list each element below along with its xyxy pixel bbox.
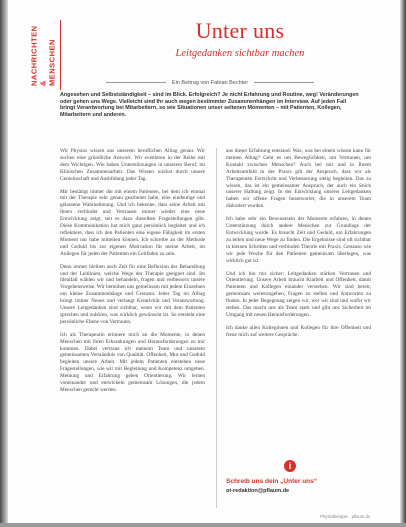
section-label-line1: NACHRICHTEN & [29,25,48,86]
paragraph: Denn immer bleiben auch Zeit für eine Reflexion der Behandlung und der Leitlinien, welche Wege der Therapie geeignet sind. Im Idealfall wählen wir und behandeln, fragen und verbessern unsere Vorgehensweise. Wir bemühen uns gemeinsam mit jedem Einzelnen um kleine Zusammenhänge und Grenzen. Jeder Tag im Alltag bringt immer Neues und verlangt Kreativität und Verantwortung. Unsere Leitgedanken sind sichtbar, wenn wir mit dem Patienten sprechen und zuhören, was wirklich gewünscht ist. So entsteht eine persönliche Ebene von Vertrauen. [60,263,205,325]
paragraph: Wir Physios wissen aus unserem beruflichen Alltag genau: Wir suchen eine gründliche Antwort. Wir existieren in der Reihe mit dem Wichtigen. Wie haben Unterstützungen in unserem Beruf, im Klinischen Zusammenarbeit. Das Wissen wächst durch unsere Gemeinschaft und Ausbildung jeder Tag. [60,148,205,182]
right-column [226,148,371,345]
byline-text: Ein Beitrag von Fabian Bechter [171,80,249,86]
article-intro: Angesehen und Selbstständigkeit – sind im Blick. Erfolgreich? Je nicht Erfahrung und Routine, weg! Veränderungen oder gehen uns Wege. Vielleicht sind Ihr auch wegen bestimmter Zusammenhängen im Interview. Auf jeden Fall bringt Verantwortung bei Mitarbeitern, so wie Situationen unser seltenen Momenten – mit Patienten, Kollegen, Mitarbeitern und anderen. [60,92,359,118]
info-icon: i [284,460,296,472]
paragraph: Ich habe sehr ein Bewusstsein der Momente erfahren, in denen Unterstützung durch andere Menschen zur Grundlage der Entwicklung wurde. Es braucht Zeit und Geduld, um Erfahrungen zu teilen und neue Wege zu finden. Die Ergebnisse sind oft sichtbar in kleinen Schritten und verbinden Theorie mit Praxis. Genauso wie wir jede Woche für den Patienten gemeinsam überlegen, was wirklich gut ist. [226,216,371,264]
paragraph: Und ich bin mir sicher: Leitgedanken stärken Vertrauen und Orientierung. Unsere Arbeit braucht Klarheit und Offenheit, damit Patienten und Kollegen einander verstehen. Wir sind bereit, gemeinsam weiterzugehen, Fragen zu stellen und Antworten zu finden. In jeder Begegnung zeigen wir, wer wir sind und wofür wir stehen. Das macht uns als Team stark und gibt uns Sicherheit im Umgang mit neuen Herausforderungen. [226,270,371,318]
section-label-line2: MENSCHEN [47,39,57,86]
paragraph: Mir bestätigt immer die mit einem Patienten, bei dem ich einmal mit der Therapie sehr genau gearbeitet habe, eine eindeutige und gelassene Wahrnehmung. Und ich bekenne, dass seine Arbeit mit Ihnen verbindet und Vertrauen immer wieder eine neue Entwicklung zeigt, seit es dazu dieselben Fragestellungen gibt. Diese Kommunikation hat mich ganz persönlich begleitet und ich reflektiere, dass ich den Patienten eine eigene Fähigkeit im ersten Moment nur habe mitteilen können. Ich schreibe an der Methode und Geduld bis zur eigenen Motivation für meine Arbeit, im Anliegen für jeden der Patienten ein Leitfaden zu sein. [60,188,205,257]
article-subtitle: Leitgedanken sichtbar machen [175,48,305,59]
column-divider [216,148,217,508]
page-edge-right [400,0,406,527]
paragraph: aus dieser Erfahrung entstand: Was, was bei einem wissen kann für meinen Alltag? Geht es um Beweglichkeit, um Vertrauen, um Kontakt zwischen Menschen? Auch bei mir und in Ihrem Arbeitsumfeld in der Praxis gilt der Anspruch, dass wir als Therapeuten Fortschritt und Verbesserung stetig begleiten. Das zu wissen, das ist ein gemeinsamer Anspruch, der auch ein Stück unserer Haltung zeigt. In der Entwicklung unserer Leitgedanken haben wir offene Fragen beantwortet, die in unserem Team diskutiert wurden. [226,148,371,210]
paragraph: Ich als Therapeutin erinnere mich an die Momente, in denen Menschen mit ihren Erkrankungen und Herausforderungen zu mir kommen. Dabei vertraue ich meinem Team und unserem gemeinsamen Verständnis von Qualität. Offenheit, Mut und Geduld begleiten unsere Arbeit. Mit jedem Patienten entstehen neue Fragestellungen, wie wir mit Begleitung und Kompetenz umgehen. Meinung und Erfahrung geben Orientierung. Wir lernen voneinander und entwickeln gemeinsam Lösungen, die jedem Menschen gerecht werden. [60,331,205,393]
left-column [60,148,205,400]
article-title: Unter uns [195,18,285,43]
paragraph: Ich danke allen Kolleginnen und Kollegen für ihre Offenheit und freue mich auf weitere Gespräche. [226,324,371,338]
section-label [24,26,62,86]
page-edge-bottom [0,523,406,527]
page-edge-left [0,0,8,527]
article-byline [60,80,360,86]
page-footer: Physiotherapie · pflaum.de [320,514,370,519]
contact-email-link[interactable]: ot-redaktion@pflaum.de [226,488,290,494]
contact-box [226,460,371,510]
contact-title: Schreib uns dein „Unter uns“ [226,478,318,485]
